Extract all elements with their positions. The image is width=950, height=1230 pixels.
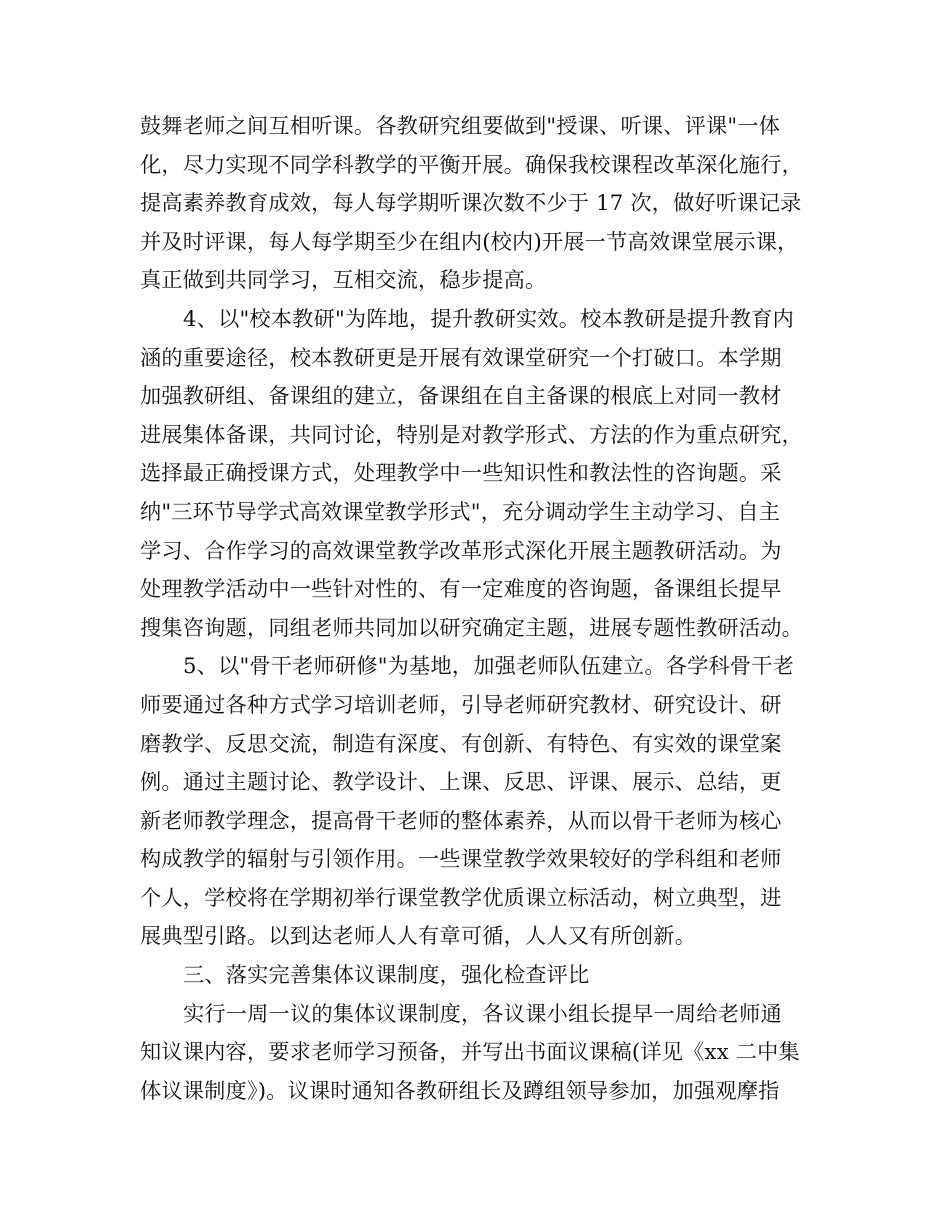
text-line: 新老师教学理念，提高骨干老师的整体素养，从而以骨干老师为核心 (140, 807, 782, 833)
paragraph-start-line: 实行一周一议的集体议课制度，各议课小组长提早一周给老师通 (183, 1000, 782, 1026)
text-line: 提高素养教育成效，每人每学期听课次数不少于 17 次，做好听课记录 (140, 190, 802, 216)
paragraph-start-line: 4、以"校本教研"为阵地，提升教研实效。校本教研是提升教育内 (183, 305, 795, 331)
text-line: 个人，学校将在学期初举行课堂教学优质课立标活动，树立典型，进 (140, 884, 782, 910)
text-line: 纳"三环节导学式高效课堂教学形式"，充分调动学生主动学习、自主 (140, 498, 781, 524)
section-heading: 三、落实完善集体议课制度，强化检查评比 (183, 962, 590, 988)
text-line: 搜集咨询题，同组老师共同加以研究确定主题，进展专题性教研活动。 (140, 614, 804, 640)
text-line: 涵的重要途径，校本教研更是开展有效课堂研究一个打破口。本学期 (140, 344, 782, 370)
text-line: 学习、合作学习的高效课堂教学改革形式深化开展主题教研活动。为 (140, 537, 782, 563)
text-line: 鼓舞老师之间互相听课。各教研究组要做到"授课、听课、评课"一体 (140, 113, 781, 138)
paragraph-start-line: 5、以"骨干老师研修"为基地，加强老师队伍建立。各学科骨干老 (183, 653, 795, 679)
text-line: 例。通过主题讨论、教学设计、上课、反思、评课、展示、总结，更 (140, 769, 782, 795)
text-line: 构成教学的辐射与引领作用。一些课堂教学效果较好的学科组和老师 (140, 846, 782, 872)
text-line: 加强教研组、备课组的建立，备课组在自主备课的根底上对同一教材 (140, 383, 782, 409)
text-line: 并及时评课，每人每学期至少在组内(校内)开展一节高效课堂展示课， (140, 228, 799, 254)
text-line: 师要通过各种方式学习培训老师，引导老师研究教材、研究设计、研 (140, 691, 782, 717)
text-line: 真正做到共同学习，互相交流，稳步提高。 (140, 267, 547, 293)
text-line: 知议课内容，要求老师学习预备，并写出书面议课稿(详见《xx 二中集 (140, 1039, 800, 1065)
text-line: 进展集体备课，共同讨论，特别是对教学形式、方法的作为重点研究， (140, 421, 804, 447)
text-line: 处理教学活动中一些针对性的、有一定难度的咨询题，备课组长提早 (140, 576, 782, 602)
text-line: 磨教学、反思交流，制造有深度、有创新、有特色、有实效的课堂案 (140, 730, 782, 756)
text-line: 展典型引路。以到达老师人人有章可循，人人又有所创新。 (140, 923, 697, 949)
text-line: 选择最正确授课方式，处理教学中一些知识性和教法性的咨询题。采 (140, 460, 782, 486)
document-page (140, 107, 828, 1110)
text-line: 体议课制度》)。议课时通知各教研组长及蹲组领导参加，加强观摩指 (140, 1077, 780, 1103)
text-line: 化，尽力实现不同学科教学的平衡开展。确保我校课程改革深化施行， (140, 151, 804, 177)
